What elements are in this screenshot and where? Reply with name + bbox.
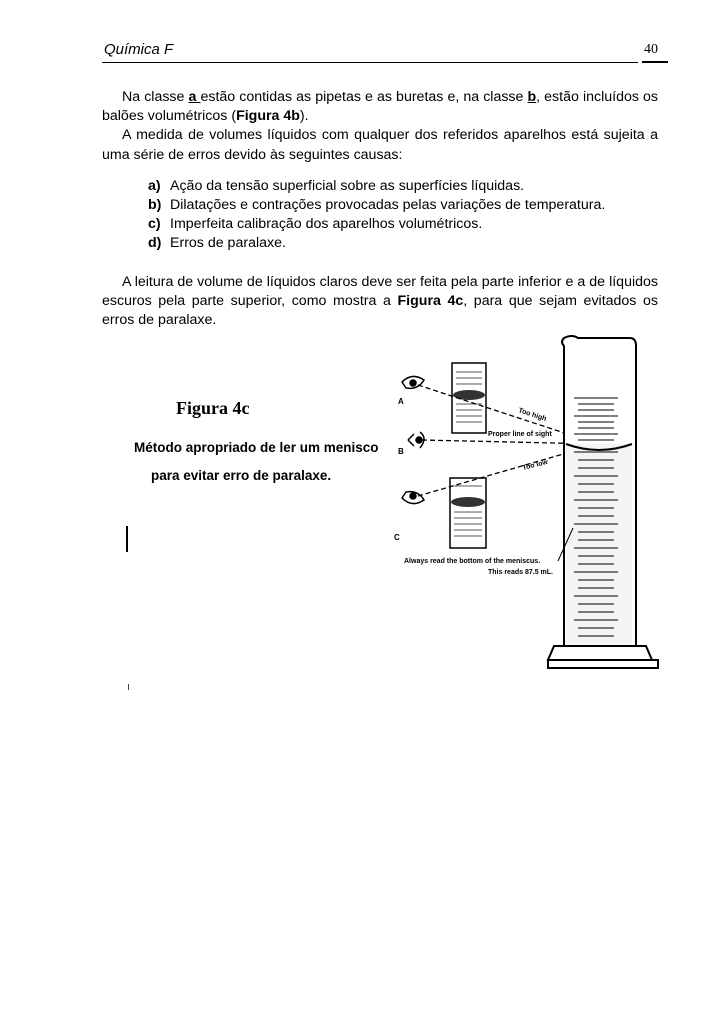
scan-mark bbox=[126, 526, 128, 552]
paragraph-classes bbox=[102, 88, 658, 126]
list-item-label: d) bbox=[148, 235, 162, 252]
figure-caption-line1: Método apropriado de ler um menisco bbox=[134, 440, 379, 455]
graduated-cylinder bbox=[548, 336, 658, 668]
list-item bbox=[148, 234, 658, 253]
list-item-label: a) bbox=[148, 177, 161, 194]
class-a-label: a bbox=[188, 89, 201, 105]
figure-4c-ref: Figura 4c bbox=[397, 292, 464, 309]
list-item-label: b) bbox=[148, 197, 162, 214]
paragraph-errors: A medida de volumes líquidos com qualquer dos referidos aparelhos está sujeita a uma série de erros devido às seguintes causas: bbox=[102, 127, 658, 163]
p3-text-1: A leitura de volume de líquidos claros deve ser feita pela parte inferior e a de líquidos escuros pela parte superior, como mostra a bbox=[102, 273, 658, 309]
list-item-text: Imperfeita calibração dos aparelhos volumétricos. bbox=[170, 216, 483, 233]
list-item bbox=[148, 215, 658, 234]
p1-text-3: , estão incluídos os balões volumétricos ( bbox=[102, 89, 658, 125]
figure-4b-ref: Figura 4b bbox=[236, 108, 300, 125]
figure-title: Figura 4c bbox=[176, 398, 250, 418]
eye-icon-c bbox=[402, 492, 424, 504]
paragraph-reading bbox=[102, 273, 658, 331]
list-item-text: Ação da tensão superficial sobre as superfícies líquidas. bbox=[170, 177, 525, 194]
list-item-label: c) bbox=[148, 216, 161, 233]
figure-4c bbox=[118, 358, 678, 708]
page-header bbox=[102, 41, 666, 63]
body-text bbox=[102, 88, 658, 330]
meniscus-illustration bbox=[378, 328, 678, 680]
header-rule-accent bbox=[642, 61, 668, 63]
too-low-label: Too low bbox=[521, 458, 549, 472]
list-item bbox=[148, 177, 658, 196]
header-title: Química F bbox=[104, 41, 174, 58]
meniscus-note-line1: Always read the bottom of the meniscus. bbox=[404, 558, 541, 565]
p3-text-2: , para que sejam evitados os erros de paralaxe. bbox=[102, 292, 658, 329]
p1-text-4: ). bbox=[299, 108, 309, 125]
scan-mark-small bbox=[128, 684, 129, 690]
proper-line-label: Proper line of sight bbox=[488, 431, 552, 438]
meniscus-note-line2: This reads 87.5 mL. bbox=[488, 569, 553, 576]
class-b-label: b bbox=[527, 89, 537, 105]
list-item-text: Erros de paralaxe. bbox=[170, 235, 286, 252]
causes-list bbox=[102, 177, 658, 254]
header-rule bbox=[102, 62, 638, 63]
view-label-b: B bbox=[398, 447, 404, 456]
figure-caption-line2: para evitar erro de paralaxe. bbox=[151, 468, 332, 483]
view-label-c: C bbox=[394, 533, 400, 542]
p1-text-2: estão contidas as pipetas e as buretas e, na classe bbox=[200, 89, 528, 105]
eye-icon-b bbox=[408, 432, 424, 448]
list-item-text: Dilatações e contrações provocadas pelas variações de temperatura. bbox=[170, 197, 606, 214]
p1-text-1: Na classe bbox=[122, 89, 189, 105]
too-high-label: Too high bbox=[517, 407, 548, 423]
tube-view-c bbox=[450, 478, 486, 548]
view-label-a: A bbox=[398, 397, 404, 406]
list-item bbox=[148, 196, 658, 215]
page-number: 40 bbox=[644, 42, 658, 57]
